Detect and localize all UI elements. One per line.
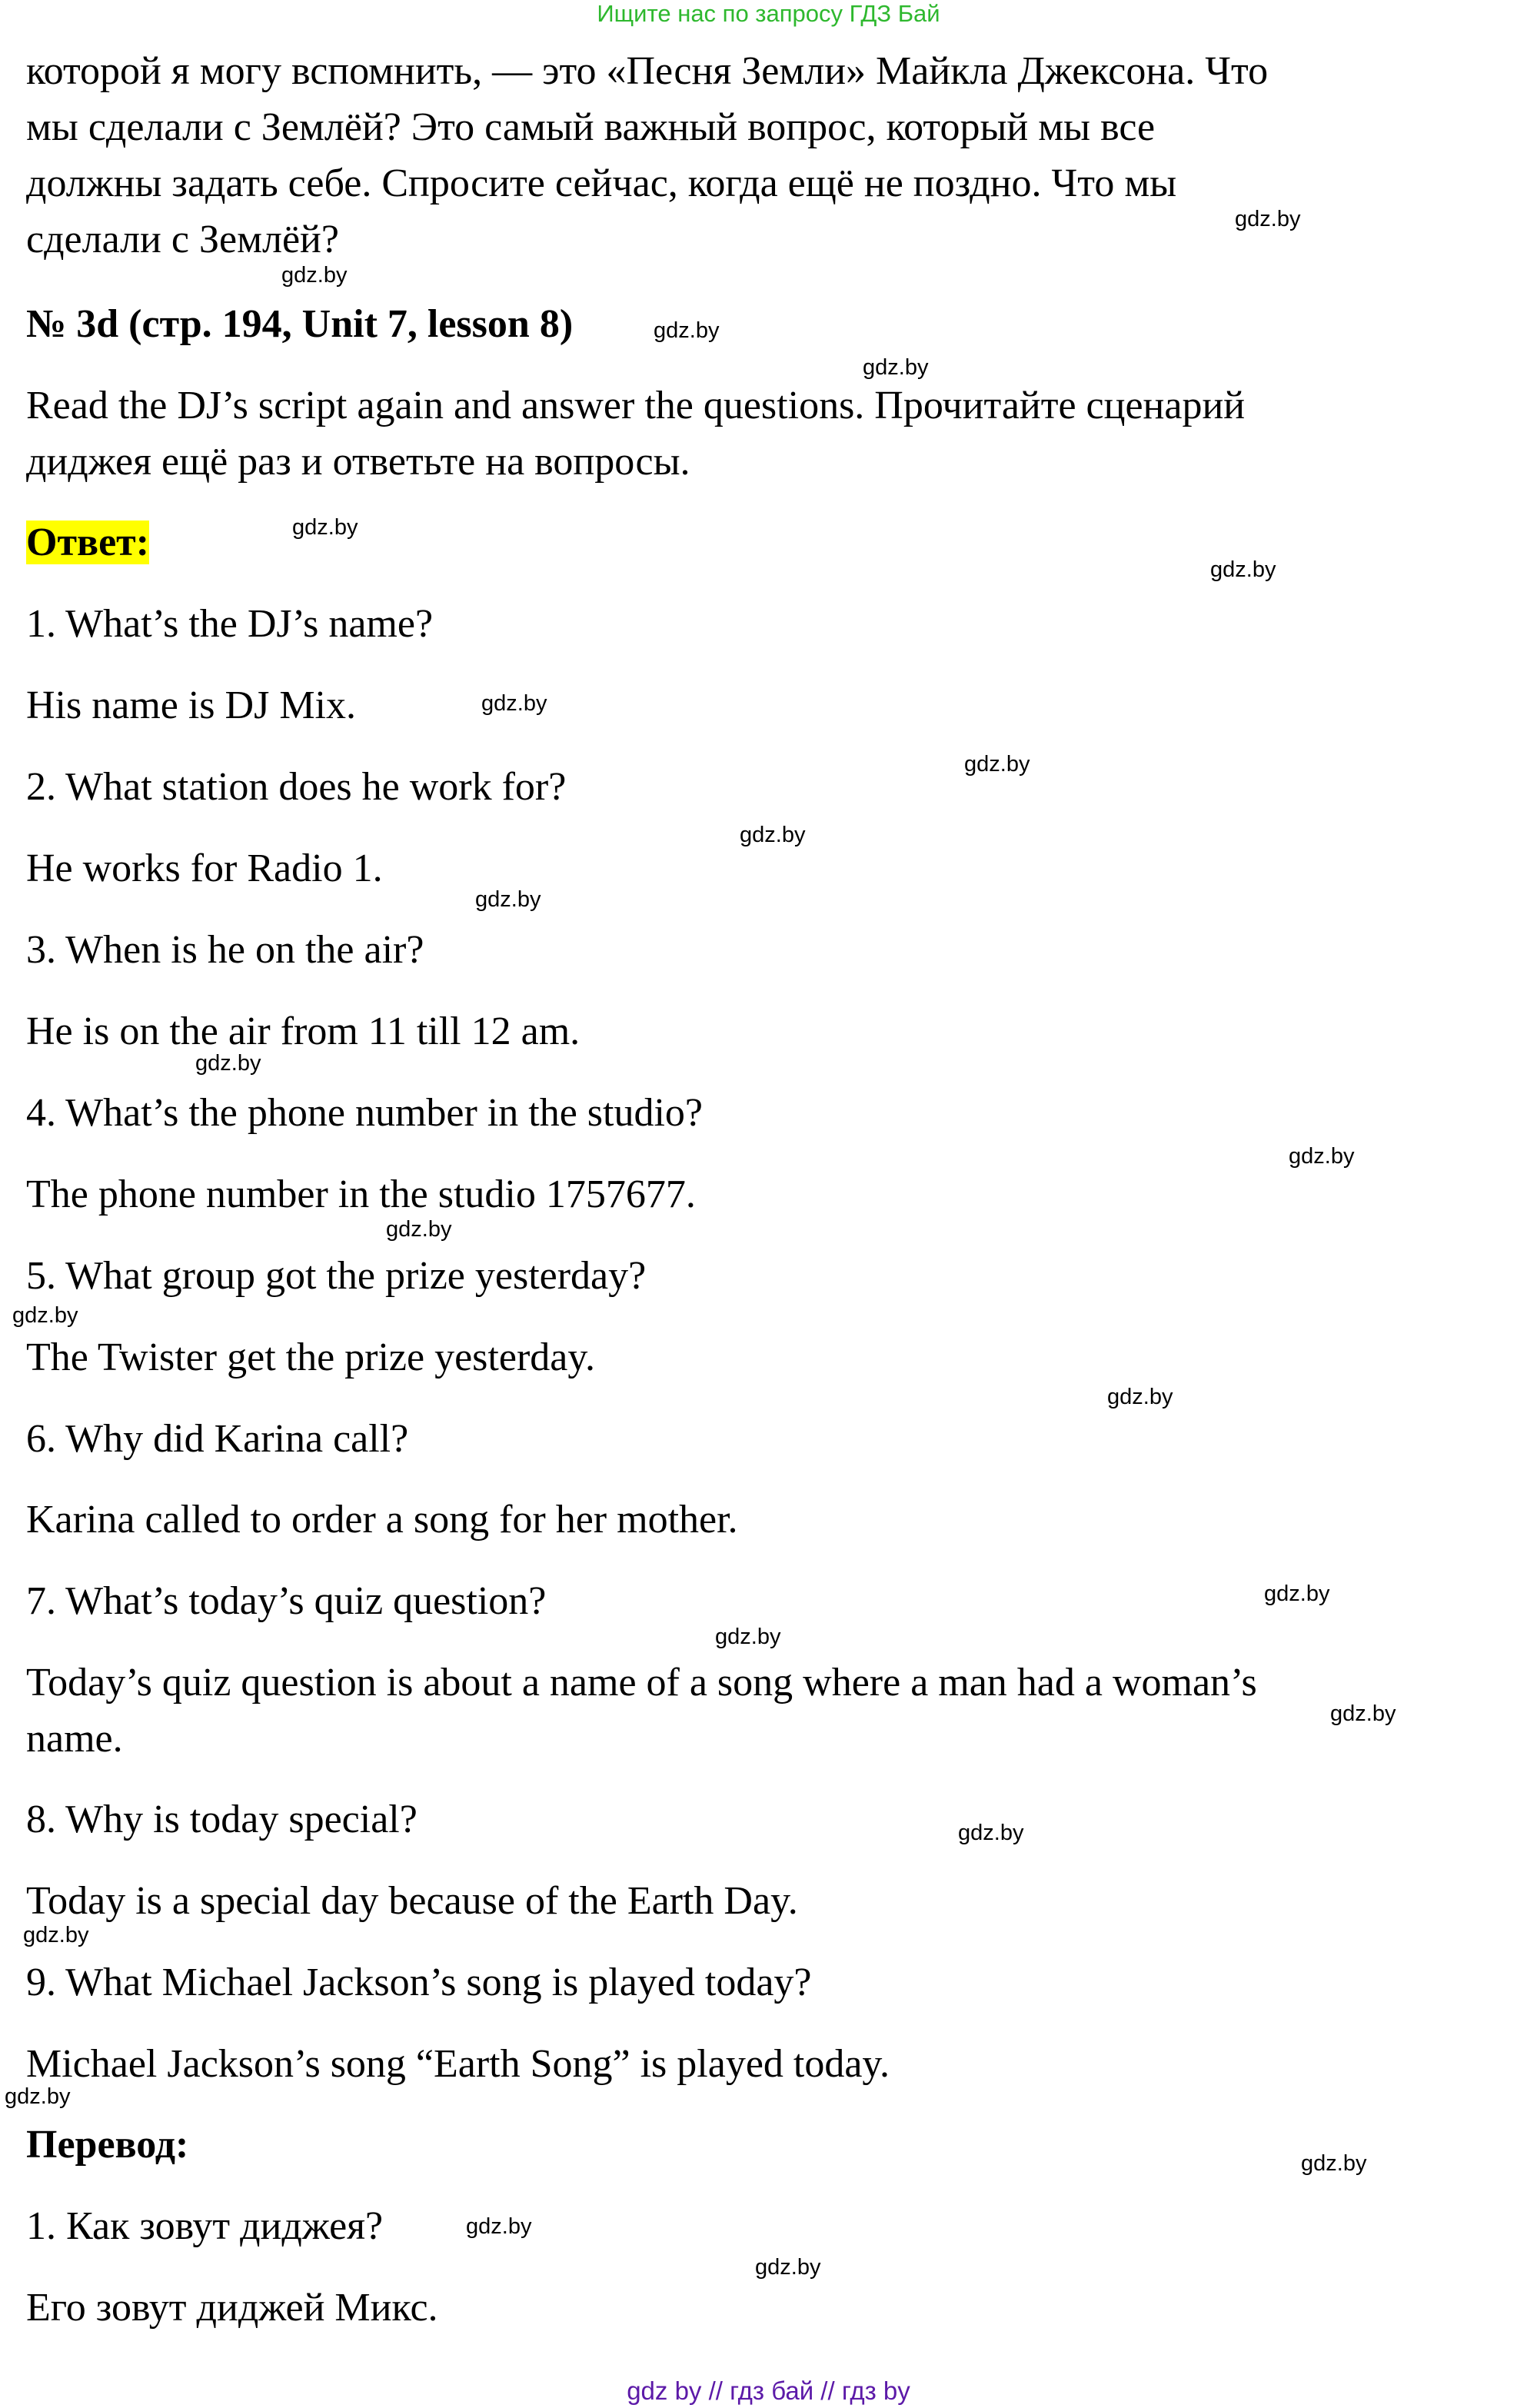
answer-4: The phone number in the studio 1757677.: [26, 1172, 696, 1216]
answer-3: He is on the air from 11 till 12 am.: [26, 1009, 581, 1053]
question-3: 3. When is he on the air?: [26, 928, 424, 972]
watermark: gdz.by: [654, 318, 720, 343]
answer-7: Today’s quiz question is about a name of a song where a man had a woman’s: [26, 1661, 1257, 1705]
answer-8: Today is a special day because of the Earth Day.: [26, 1879, 798, 1923]
watermark: gdz.by: [863, 355, 929, 380]
watermark: gdz.by: [292, 515, 358, 540]
translation-label: Перевод:: [26, 2123, 189, 2167]
intro-line-2: мы сделали с Землёй? Это самый важный вопрос, который мы все: [26, 105, 1156, 149]
watermark: gdz.by: [23, 1923, 89, 1947]
question-1: 1. What’s the DJ’s name?: [26, 602, 434, 646]
watermark: gdz.by: [281, 263, 348, 288]
watermark: gdz.by: [475, 887, 541, 912]
watermark: gdz.by: [466, 2214, 532, 2239]
translation-question-1: 1. Как зовут диджея?: [26, 2204, 384, 2248]
answer-label: Ответ:: [26, 521, 150, 564]
question-6: 6. Why did Karina call?: [26, 1417, 409, 1461]
intro-line-1: которой я могу вспомнить, — это «Песня Земли» Майкла Джексона. Что: [26, 49, 1269, 93]
watermark: gdz.by: [958, 1821, 1024, 1845]
question-2: 2. What station does he work for?: [26, 765, 567, 809]
intro-line-3: должны задать себе. Спросите сейчас, когда ещё не поздно. Что мы: [26, 161, 1177, 205]
translation-answer-1: Его зовут диджей Микс.: [26, 2286, 438, 2330]
answer-6: Karina called to order a song for her mother.: [26, 1498, 738, 1542]
watermark: gdz.by: [195, 1051, 261, 1076]
watermark: gdz.by: [481, 691, 547, 716]
question-5: 5. What group got the prize yesterday?: [26, 1254, 647, 1298]
watermark: gdz.by: [715, 1625, 781, 1649]
top-banner[interactable]: Ищите нас по запросу ГДЗ Бай: [597, 0, 940, 27]
watermark: gdz.by: [386, 1217, 452, 1242]
watermark: gdz.by: [964, 752, 1030, 777]
footer-links[interactable]: gdz by // гдз бай // гдз by: [627, 2376, 910, 2405]
question-9: 9. What Michael Jackson’s song is played today?: [26, 1961, 812, 2004]
exercise-heading: № 3d (стр. 194, Unit 7, lesson 8): [26, 302, 574, 346]
watermark: gdz.by: [1235, 207, 1301, 231]
answer-1: His name is DJ Mix.: [26, 683, 356, 727]
watermark: gdz.by: [740, 823, 806, 847]
question-8: 8. Why is today special?: [26, 1798, 418, 1841]
task-line-2: диджея ещё раз и ответьте на вопросы.: [26, 440, 690, 484]
answer-9: Michael Jackson’s song “Earth Song” is played today.: [26, 2042, 890, 2086]
watermark: gdz.by: [12, 1303, 78, 1328]
watermark: gdz.by: [1264, 1581, 1330, 1606]
intro-line-4: сделали с Землёй?: [26, 218, 339, 261]
task-line-1: Read the DJ’s script again and answer the questions. Прочитайте сценарий: [26, 384, 1246, 427]
watermark: gdz.by: [1107, 1385, 1173, 1409]
answer-2: He works for Radio 1.: [26, 846, 383, 890]
watermark: gdz.by: [1289, 1144, 1355, 1169]
watermark: gdz.by: [1210, 557, 1276, 582]
answer-7-continued: name.: [26, 1717, 123, 1761]
answer-5: The Twister get the prize yesterday.: [26, 1335, 595, 1379]
watermark: gdz.by: [1330, 1701, 1396, 1726]
question-4: 4. What’s the phone number in the studio?: [26, 1091, 703, 1135]
watermark: gdz.by: [1301, 2151, 1367, 2176]
watermark: gdz.by: [755, 2255, 821, 2280]
watermark: gdz.by: [5, 2084, 71, 2109]
question-7: 7. What’s today’s quiz question?: [26, 1579, 547, 1623]
